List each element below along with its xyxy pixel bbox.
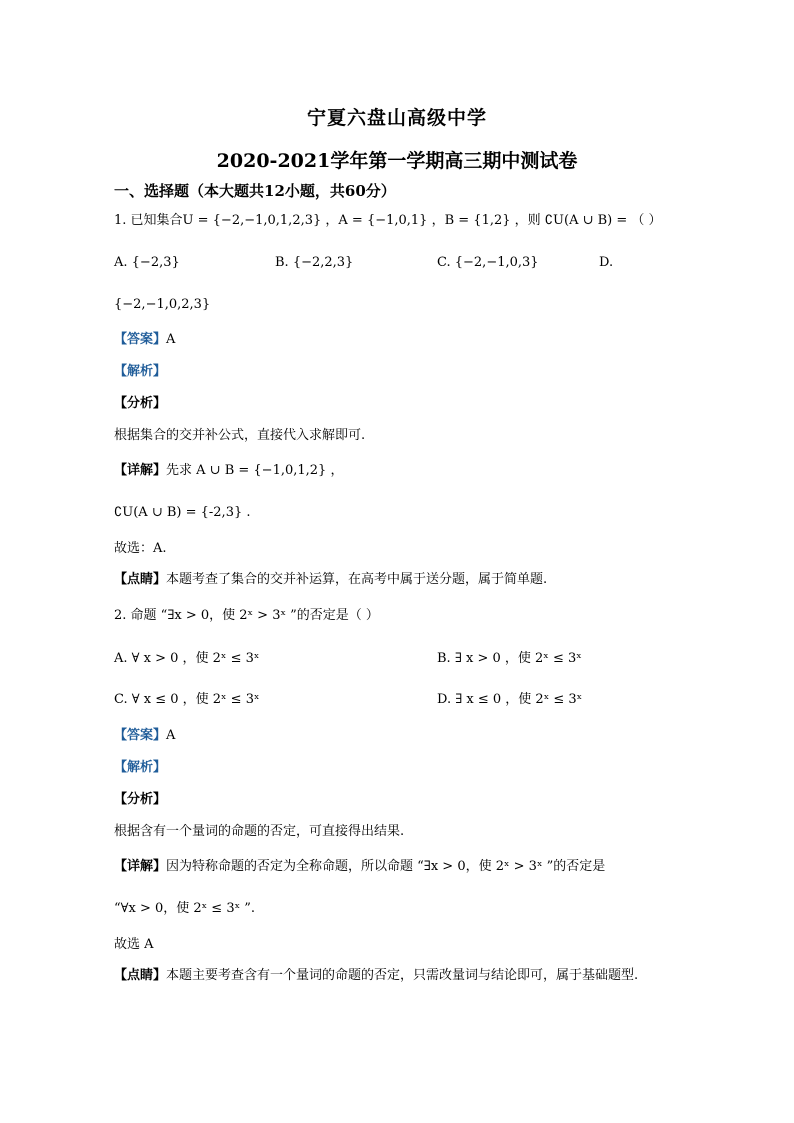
answer-tag: 【答案】 bbox=[114, 332, 167, 347]
q2-option-b: B. ∃ x > 0 ，使 2ˣ ≤ 3ˣ bbox=[437, 651, 582, 666]
comment-text: 本题考查了集合的交并补运算，在高考中属于送分题，属于简单题. bbox=[166, 572, 548, 587]
school-title: 宁夏六盘山高级中学 bbox=[306, 107, 487, 129]
q2-detail bbox=[114, 858, 605, 876]
q2-option-d: D. ∃ x ≤ 0 ，使 2ˣ ≤ 3ˣ bbox=[437, 692, 583, 707]
q1-answer bbox=[114, 331, 175, 349]
q1-option-b: B. {−2,2,3} bbox=[275, 255, 354, 270]
answer-value: A bbox=[166, 728, 176, 743]
q1-stem: 1. 已知集合U = {−2,−1,0,1,2,3} ，A = {−1,0,1} ，B = {1,2} ，则 ∁U(A ∪ B) = （ ） bbox=[114, 213, 662, 228]
comment-tag: 【点睛】 bbox=[114, 572, 167, 587]
detail-text: 因为特称命题的否定为全称命题，所以命题 “∃x > 0，使 2ˣ > 3ˣ ”的否定是 bbox=[166, 859, 606, 874]
q2-fenxi: 根据含有一个量词的命题的否定，可直接得出结果. bbox=[114, 824, 405, 839]
q1-detail bbox=[114, 462, 343, 480]
comment-text: 本题主要考查含有一个量词的命题的否定，只需改量词与结论即可，属于基础题型. bbox=[166, 968, 639, 983]
q2-choose: 故选 A bbox=[114, 937, 154, 952]
answer-tag: 【答案】 bbox=[114, 728, 167, 743]
section-title: 一、选择题（本大题共12小题，共60分） bbox=[114, 182, 396, 200]
q1-jiexi-tag: 【解析】 bbox=[114, 364, 167, 379]
detail-tag: 【详解】 bbox=[114, 859, 167, 874]
comment-tag: 【点睛】 bbox=[114, 968, 167, 983]
q1-option-d-value: {−2,−1,0,2,3} bbox=[114, 297, 211, 312]
q2-stem: 2. 命题 “∃x > 0，使 2ˣ > 3ˣ ”的否定是（ ） bbox=[114, 608, 379, 623]
q1-option-a: A. {−2,3} bbox=[114, 255, 180, 270]
detail-text: 先求 A ∪ B = {−1,0,1,2} ， bbox=[166, 463, 344, 478]
q2-fenxi-tag: 【分析】 bbox=[114, 792, 167, 807]
detail-tag: 【详解】 bbox=[114, 463, 167, 478]
q1-fenxi: 根据集合的交并补公式，直接代入求解即可. bbox=[114, 428, 366, 443]
exam-title: 2020-2021学年第一学期高三期中测试卷 bbox=[216, 150, 578, 172]
answer-value: A bbox=[166, 332, 176, 347]
q1-option-d: D. bbox=[599, 255, 614, 270]
q1-detail-2: ∁U(A ∪ B) = {-2,3} . bbox=[114, 505, 251, 520]
q2-jiexi-tag: 【解析】 bbox=[114, 760, 167, 775]
q1-option-c: C. {−2,−1,0,3} bbox=[437, 255, 539, 270]
q2-comment bbox=[114, 967, 638, 985]
q2-answer bbox=[114, 727, 175, 745]
q1-comment bbox=[114, 571, 547, 589]
q1-choose: 故选：A. bbox=[114, 541, 167, 556]
q2-option-a: A. ∀ x > 0 ，使 2ˣ ≤ 3ˣ bbox=[114, 651, 260, 666]
q2-detail-2: “∀x > 0，使 2ˣ ≤ 3ˣ ”. bbox=[114, 901, 256, 916]
q1-fenxi-tag: 【分析】 bbox=[114, 396, 167, 411]
q2-option-c: C. ∀ x ≤ 0 ，使 2ˣ ≤ 3ˣ bbox=[114, 692, 260, 707]
